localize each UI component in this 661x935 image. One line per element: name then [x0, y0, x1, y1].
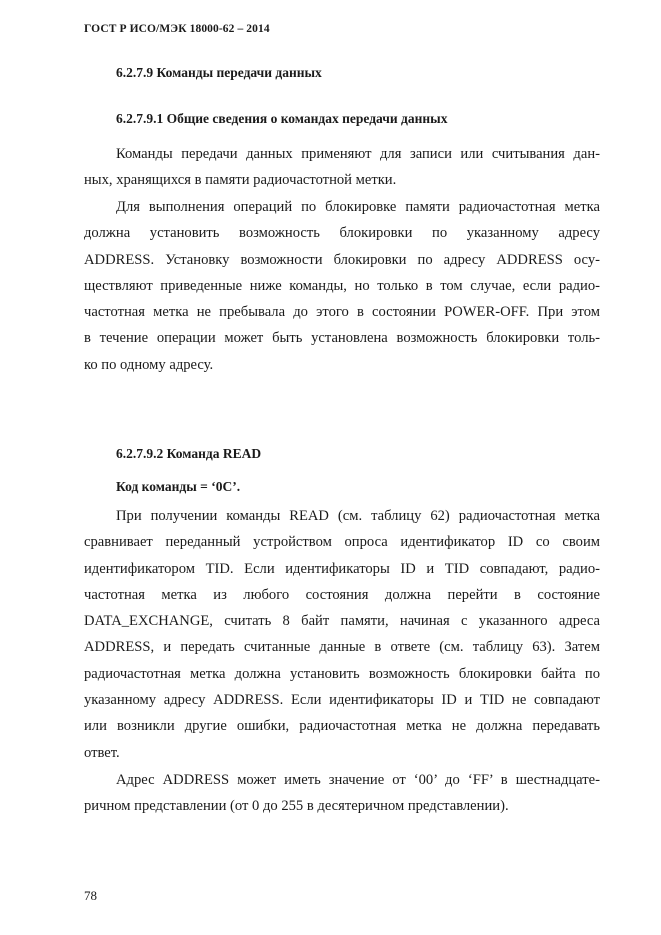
paragraph-read-description — [84, 503, 600, 766]
text-line: Адрес ADDRESS может иметь значение от ‘00’ до ‘FF’ в шестнадцате- — [116, 772, 600, 788]
text-line: ществляют приведенные ниже команды, но только в том случае, если радио- — [84, 277, 600, 294]
page-number: 78 — [84, 888, 97, 903]
text-line: или возникли другие ошибки, радиочастотная метка не должна передавать — [84, 718, 600, 735]
text-line: в течение операции может быть установлена возможность блокировки толь- — [84, 330, 600, 347]
text-line: должна установить возможность блокировки по указанному адресу — [84, 225, 600, 242]
section-heading: 6.2.7.9 Команды передачи данных — [116, 65, 322, 80]
subsection-heading-read: 6.2.7.9.2 Команда READ — [116, 446, 262, 461]
paragraph-read-address — [84, 767, 600, 820]
text-line: ADDRESS, и передать считанные данные в ответе (см. таблицу 63). Затем — [84, 639, 600, 656]
text-line: ADDRESS. Установку возможности блокировки по адресу ADDRESS осу- — [84, 251, 600, 268]
text-line: сравнивает переданный устройством опроса идентификатор ID со своим — [84, 534, 600, 551]
subsection-heading-general: 6.2.7.9.1 Общие сведения о командах передачи данных — [116, 111, 448, 126]
text-line: идентификатором TID. Если идентификаторы ID и TID совпадают, радио- — [84, 560, 600, 577]
paragraph-general-locking — [84, 194, 600, 378]
text-line: радиочастотная метка должна установить возможность блокировки байта по — [84, 665, 600, 682]
text-line: DATA_EXCHANGE, считать 8 байт памяти, начиная с указанного адреса — [84, 613, 600, 630]
text-line: При получении команды READ (см. таблицу 62) радиочастотная метка — [116, 508, 600, 524]
text-line: Для выполнения операций по блокировке памяти радиочастотная метка — [116, 199, 600, 215]
paragraph-general-intro — [84, 141, 600, 194]
text-line: Команды передачи данных применяют для записи или считывания дан- — [116, 146, 600, 162]
text-line: ответ. — [84, 744, 120, 761]
text-line: ко по одному адресу. — [84, 356, 214, 373]
text-line: ных, хранящихся в памяти радиочастотной метки. — [84, 172, 397, 189]
text-line: указанному адресу ADDRESS. Если идентификаторы ID и TID не совпадают — [84, 692, 600, 709]
running-header: ГОСТ Р ИСО/МЭК 18000-62 – 2014 — [84, 23, 270, 35]
text-line: частотная метка из любого состояния должна перейти в состояние — [84, 586, 600, 603]
command-code: Код команды = ‘0С’. — [116, 479, 241, 494]
text-line: частотная метка не пребывала до этого в состоянии POWER-OFF. При этом — [84, 304, 600, 321]
text-line: ричном представлении (от 0 до 255 в десятеричном представлении). — [84, 798, 509, 815]
